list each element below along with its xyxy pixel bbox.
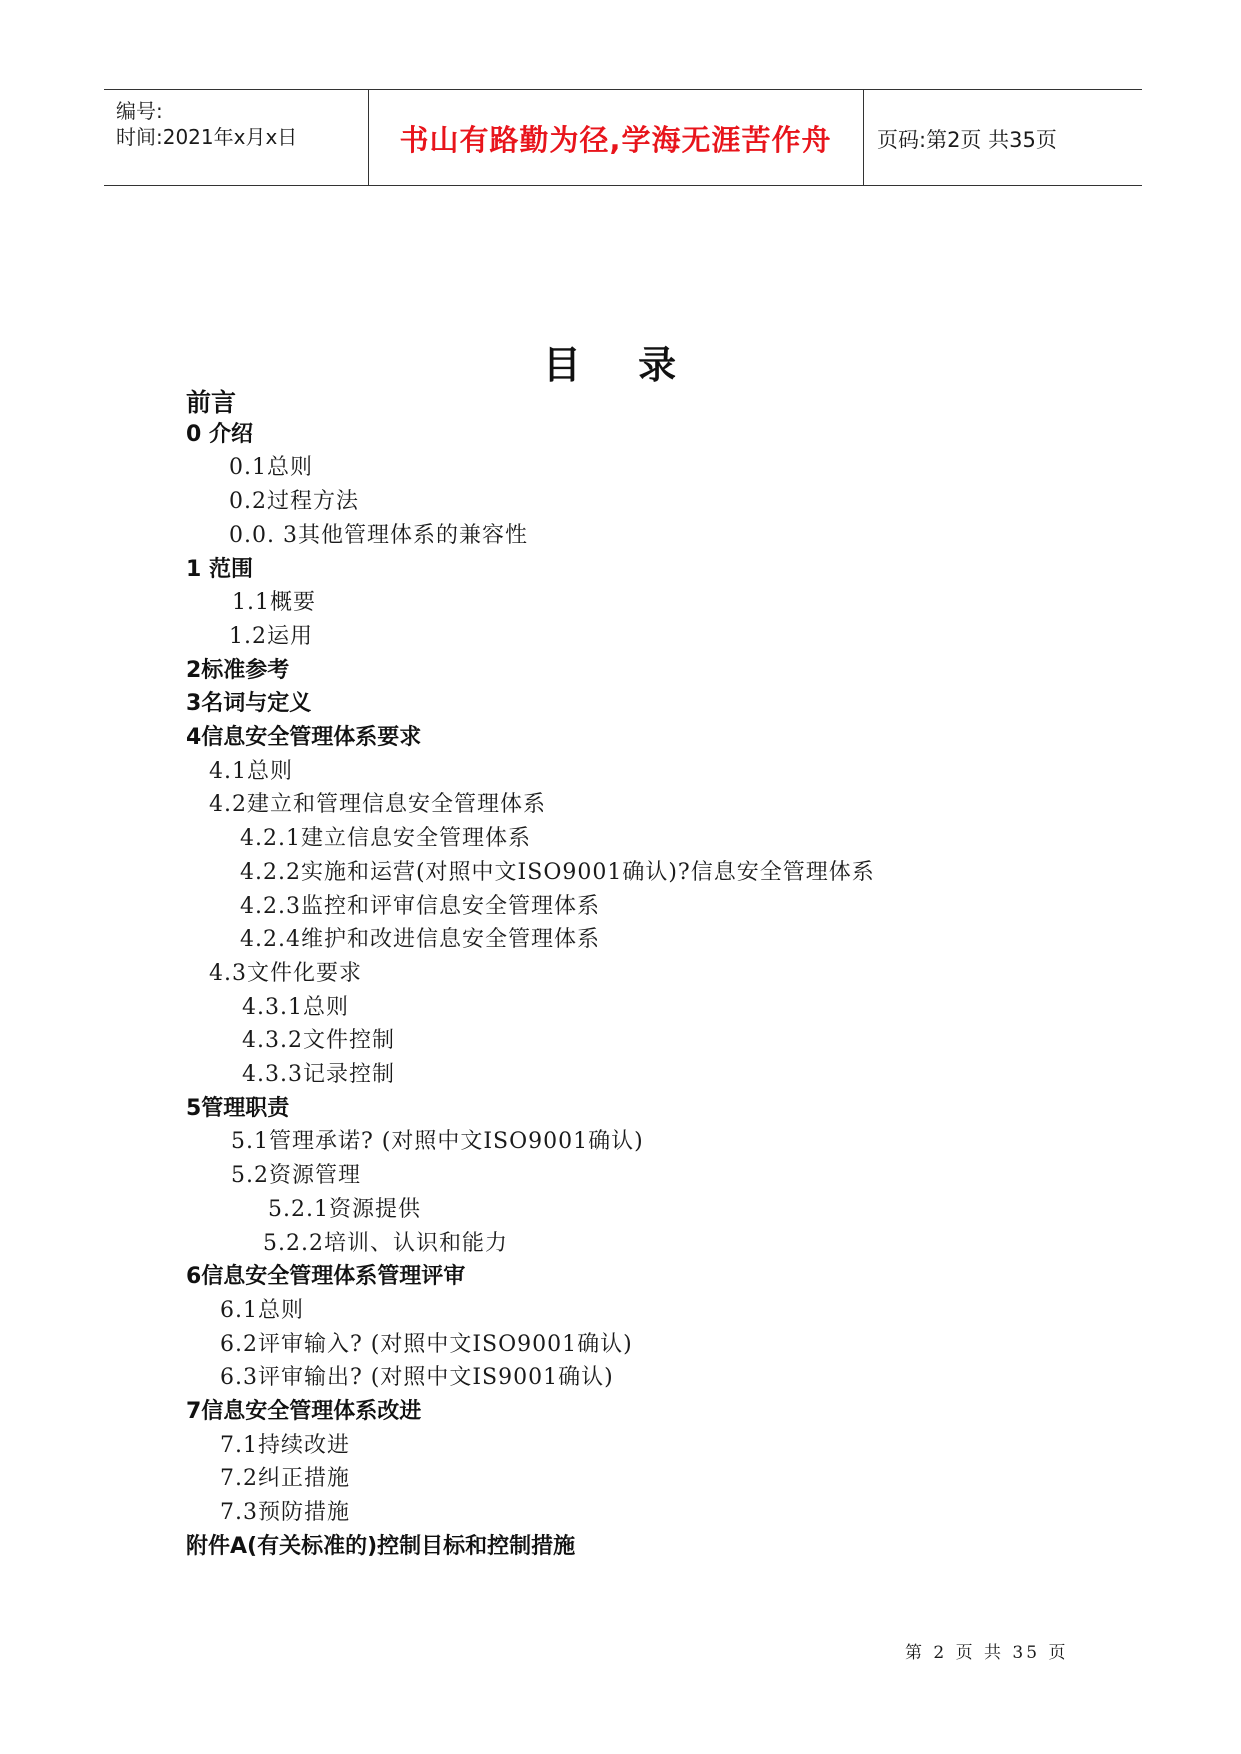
- toc-chapter-entry: 0 介绍: [186, 422, 253, 447]
- toc-title: 目 录: [542, 343, 699, 387]
- toc-section-entry: 7.2纠正措施: [220, 1466, 350, 1491]
- toc-section-entry: 6.2评审输入? (对照中文ISO9001确认): [220, 1332, 633, 1357]
- document-time-label: 时间:2021年x月x日: [116, 125, 298, 149]
- toc-chapter-entry: 2标准参考: [186, 658, 290, 683]
- toc-chapter-entry: 3名词与定义: [186, 691, 312, 716]
- toc-section-entry: 4.1总则: [209, 759, 293, 784]
- toc-chapter-entry: 1 范围: [186, 557, 253, 582]
- header-page-cell: [863, 90, 1142, 185]
- toc-section-entry: 1.1概要: [232, 590, 316, 615]
- header-page-code: 页码:第2页 共35页: [877, 128, 1057, 152]
- toc-section-entry: 5.1管理承诺? (对照中文ISO9001确认): [231, 1129, 644, 1154]
- toc-section-entry: 6.3评审输出? (对照中文IS9001确认): [220, 1365, 614, 1390]
- toc-section-entry: 4.3.2文件控制: [242, 1028, 395, 1053]
- header-motto: 书山有路勤为径,学海无涯苦作舟: [399, 123, 832, 157]
- toc-section-entry: 5.2.2培训、认识和能力: [263, 1231, 508, 1256]
- toc-section-entry: 0.2过程方法: [229, 489, 359, 514]
- toc-section-entry: 4.3文件化要求: [209, 961, 362, 986]
- toc-section-entry: 0.1总则: [229, 455, 313, 480]
- page-footer: 第 2 页 共 35 页: [905, 1643, 1069, 1663]
- toc-section-entry: 4.2.2实施和运营(对照中文ISO9001确认)?信息安全管理体系: [240, 860, 875, 885]
- header-motto-cell: [368, 90, 864, 185]
- toc-section-entry: 4.2建立和管理信息安全管理体系: [209, 792, 546, 817]
- toc-section-entry: 0.0. 3其他管理体系的兼容性: [229, 523, 528, 548]
- toc-section-entry: 4.2.4维护和改进信息安全管理体系: [240, 927, 600, 952]
- toc-chapter-entry: 前言: [186, 388, 237, 417]
- toc-chapter-entry: 4信息安全管理体系要求: [186, 725, 422, 750]
- toc-chapter-entry: 7信息安全管理体系改进: [186, 1399, 422, 1424]
- toc-chapter-entry: 5管理职责: [186, 1096, 290, 1121]
- toc-section-entry: 5.2资源管理: [231, 1163, 361, 1188]
- toc-section-entry: 4.2.3监控和评审信息安全管理体系: [240, 894, 600, 919]
- toc-section-entry: 7.1持续改进: [220, 1433, 350, 1458]
- toc-section-entry: 5.2.1资源提供: [268, 1197, 421, 1222]
- document-header: [104, 89, 1142, 186]
- toc-section-entry: 4.3.1总则: [242, 995, 349, 1020]
- document-number-label: 编号:: [116, 99, 163, 123]
- toc-section-entry: 6.1总则: [220, 1298, 304, 1323]
- header-meta-cell: [104, 90, 369, 185]
- toc-section-entry: 4.3.3记录控制: [242, 1062, 395, 1087]
- toc-section-entry: 1.2运用: [229, 624, 313, 649]
- toc-section-entry: 7.3预防措施: [220, 1500, 350, 1525]
- toc-chapter-entry: 附件A(有关标准的)控制目标和控制措施: [186, 1534, 576, 1559]
- toc-section-entry: 4.2.1建立信息安全管理体系: [240, 826, 531, 851]
- toc-chapter-entry: 6信息安全管理体系管理评审: [186, 1264, 466, 1289]
